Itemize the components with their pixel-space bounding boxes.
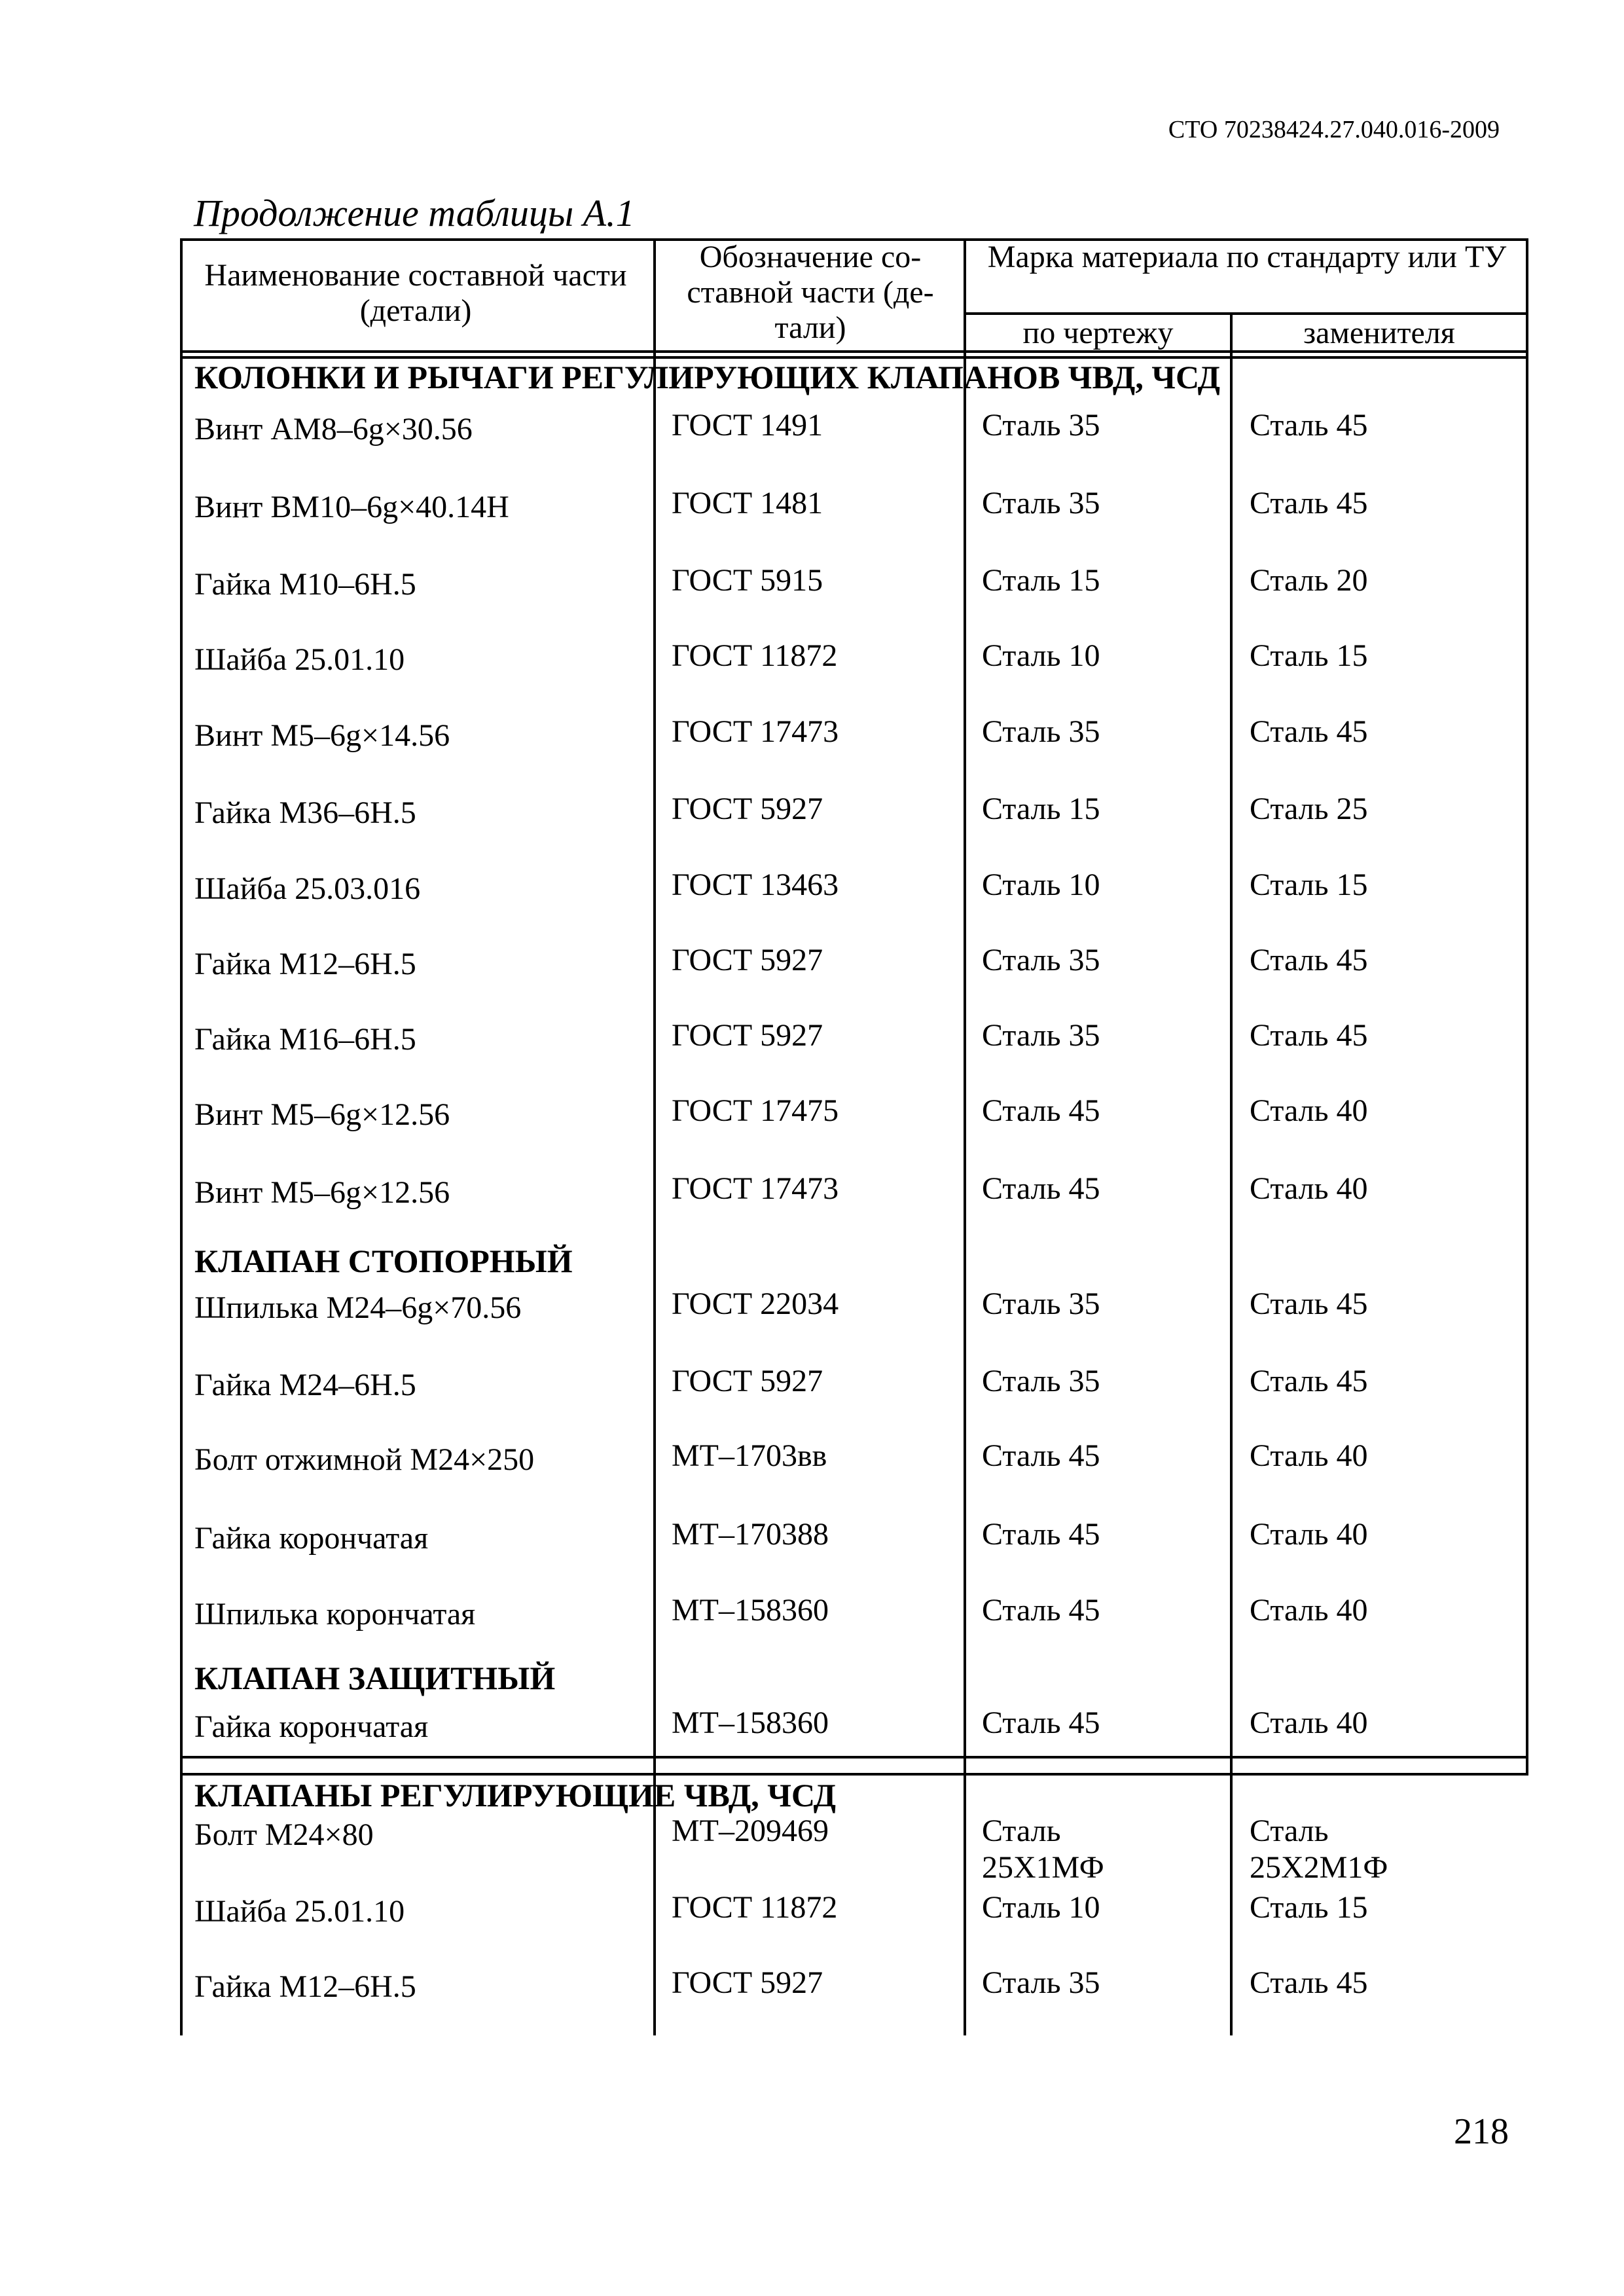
header-material: Марка материала по стандарту или ТУ — [987, 240, 1507, 274]
table-caption: Продолжение таблицы А.1 — [194, 192, 635, 234]
cell-by-drawing: Сталь 45 — [982, 1171, 1100, 1206]
cell-name: Гайка М12–6Н.5 — [194, 947, 416, 981]
cell-name: Шпилька корончатая — [194, 1597, 476, 1631]
header-name: Наименование составной части (детали) — [204, 258, 627, 328]
cell-substitute: Сталь 40 — [1250, 1438, 1368, 1473]
cell-substitute: Сталь 15 — [1250, 1890, 1368, 1925]
section-title: КЛАПАН ЗАЩИТНЫЙ — [194, 1660, 556, 1696]
document-code: СТО 70238424.27.040.016-2009 — [1168, 116, 1500, 143]
cell-by-drawing: Сталь 35 — [982, 943, 1100, 977]
cell-name: Гайка М12–6Н.5 — [194, 1969, 416, 2004]
cell-name: Гайка М24–6Н.5 — [194, 1368, 416, 1402]
cell-name: Винт М5–6g×12.56 — [194, 1097, 450, 1132]
header-designation: Обозначение со-ставной части (де-тали) — [687, 240, 934, 345]
cell-by-drawing: Сталь 45 — [982, 1438, 1100, 1473]
cell-substitute: Сталь 45 — [1250, 714, 1368, 749]
cell-by-drawing: Сталь 10 — [982, 638, 1100, 673]
cell-designation: ГОСТ 5915 — [672, 563, 823, 598]
cell-designation: ГОСТ 17475 — [672, 1093, 839, 1128]
cell-substitute: Сталь 40 — [1250, 1517, 1368, 1552]
cell-name: Гайка М36–6Н.5 — [194, 795, 416, 830]
cell-designation: ГОСТ 13463 — [672, 867, 839, 902]
cell-by-drawing: Сталь 45 — [982, 1517, 1100, 1552]
table-border-right — [1526, 238, 1528, 1776]
cell-substitute: Сталь 45 — [1250, 943, 1368, 977]
cell-by-drawing: Сталь 35 — [982, 486, 1100, 520]
cell-by-drawing: Сталь 35 — [982, 1018, 1100, 1053]
cell-designation: ГОСТ 1481 — [672, 486, 823, 520]
cell-name: Шпилька М24–6g×70.56 — [194, 1290, 522, 1325]
cell-by-drawing: Сталь 10 — [982, 867, 1100, 902]
cell-by-drawing: Сталь 15 — [982, 792, 1100, 826]
cell-name: Болт отжимной М24×250 — [194, 1442, 535, 1477]
section-bottom-rule — [180, 1756, 1528, 1758]
cell-substitute: Сталь 40 — [1250, 1093, 1368, 1128]
cell-by-drawing: Сталь 35 — [982, 714, 1100, 749]
cell-name: Шайба 25.01.10 — [194, 1894, 405, 1929]
cell-designation: ГОСТ 17473 — [672, 714, 839, 749]
header-by-drawing: по чертежу — [1022, 316, 1174, 350]
cell-name: Шайба 25.03.016 — [194, 871, 421, 906]
cell-substitute: Сталь 40 — [1250, 1171, 1368, 1206]
header-subdivider — [964, 312, 1528, 315]
cell-designation: МТ–158360 — [672, 1705, 829, 1740]
cell-name: Шайба 25.01.10 — [194, 642, 405, 677]
cell-by-drawing: Сталь 45 — [982, 1093, 1100, 1128]
cell-name: Винт ВМ10–6g×40.14Н — [194, 490, 509, 524]
section-title: КОЛОНКИ И РЫЧАГИ РЕГУЛИРУЮЩИХ КЛАПАНОВ ЧВД, ЧСД — [194, 359, 1221, 395]
cell-name: Болт М24×80 — [194, 1817, 374, 1852]
cell-designation: ГОСТ 1491 — [672, 408, 823, 443]
column-divider-1 — [653, 238, 656, 2035]
cell-substitute: Сталь 45 — [1250, 408, 1368, 443]
column-divider-3 — [1230, 312, 1233, 2035]
page-number: 218 — [1454, 2111, 1509, 2152]
cell-substitute: Сталь 25 — [1250, 792, 1368, 826]
cell-name: Винт АМ8–6g×30.56 — [194, 412, 473, 446]
column-divider-2 — [964, 238, 966, 2035]
cell-by-drawing: Сталь 25Х1МФ — [982, 1813, 1104, 1885]
cell-designation: ГОСТ 5927 — [672, 1364, 823, 1398]
header-substitute: заменителя — [1303, 316, 1455, 350]
cell-name: Гайка М10–6Н.5 — [194, 567, 416, 602]
section-title: КЛАПАН СТОПОРНЫЙ — [194, 1243, 573, 1279]
cell-designation: ГОСТ 17473 — [672, 1171, 839, 1206]
cell-designation: ГОСТ 11872 — [672, 638, 838, 673]
cell-designation: ГОСТ 5927 — [672, 792, 823, 826]
cell-substitute: Сталь 45 — [1250, 1364, 1368, 1398]
cell-name: Винт М5–6g×12.56 — [194, 1175, 450, 1210]
cell-name: Винт М5–6g×14.56 — [194, 718, 450, 753]
cell-designation: ГОСТ 22034 — [672, 1286, 839, 1321]
table-border-left — [180, 238, 183, 2035]
cell-designation: МТ–209469 — [672, 1813, 829, 1848]
cell-name: Гайка М16–6Н.5 — [194, 1022, 416, 1057]
cell-substitute: Сталь 15 — [1250, 638, 1368, 673]
cell-by-drawing: Сталь 15 — [982, 563, 1100, 598]
materials-table — [180, 238, 1528, 2035]
cell-by-drawing: Сталь 35 — [982, 408, 1100, 443]
cell-substitute: Сталь 45 — [1250, 1286, 1368, 1321]
cell-by-drawing: Сталь 35 — [982, 1364, 1100, 1398]
cell-by-drawing: Сталь 35 — [982, 1286, 1100, 1321]
cell-designation: ГОСТ 5927 — [672, 943, 823, 977]
section-title: КЛАПАНЫ РЕГУЛИРУЮЩИЕ ЧВД, ЧСД — [194, 1777, 837, 1813]
cell-substitute: Сталь 45 — [1250, 1018, 1368, 1053]
cell-substitute: Сталь 45 — [1250, 1965, 1368, 2000]
cell-substitute: Сталь 40 — [1250, 1593, 1368, 1628]
cell-designation: МТ–158360 — [672, 1593, 829, 1628]
cell-substitute: Сталь 20 — [1250, 563, 1368, 598]
cell-by-drawing: Сталь 45 — [982, 1593, 1100, 1628]
cell-name: Гайка корончатая — [194, 1521, 429, 1556]
cell-substitute: Сталь 25Х2М1Ф — [1250, 1813, 1388, 1885]
cell-designation: ГОСТ 5927 — [672, 1965, 823, 2000]
cell-by-drawing: Сталь 45 — [982, 1705, 1100, 1740]
cell-name: Гайка корончатая — [194, 1709, 429, 1744]
cell-designation: МТ–1703вв — [672, 1438, 827, 1473]
cell-designation: ГОСТ 11872 — [672, 1890, 838, 1925]
cell-designation: МТ–170388 — [672, 1517, 829, 1552]
cell-by-drawing: Сталь 10 — [982, 1890, 1100, 1925]
cell-substitute: Сталь 45 — [1250, 486, 1368, 520]
cell-designation: ГОСТ 5927 — [672, 1018, 823, 1053]
cell-substitute: Сталь 40 — [1250, 1705, 1368, 1740]
cell-by-drawing: Сталь 35 — [982, 1965, 1100, 2000]
section-top-rule — [180, 1773, 1528, 1776]
cell-substitute: Сталь 15 — [1250, 867, 1368, 902]
